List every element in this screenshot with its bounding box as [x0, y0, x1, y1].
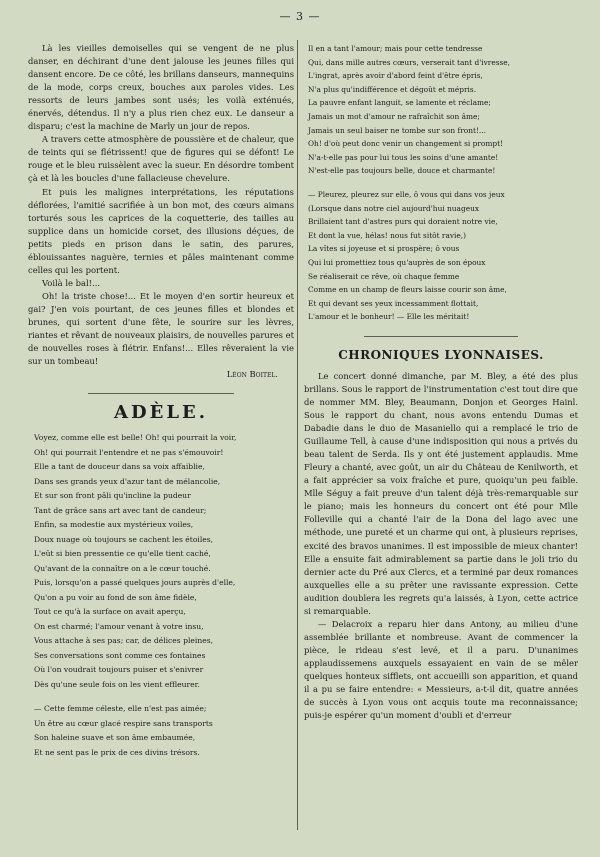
verse-line: N'est-elle pas toujours belle, douce et charmante!: [308, 166, 496, 176]
verse-line: Brillaient tant d'astres purs qui doraient notre vie,: [308, 217, 498, 227]
verse-line: Tout ce qu'à la surface on avait aperçu,: [34, 607, 186, 617]
divider: [364, 336, 518, 337]
prose-paragraph: Voilà le bal!...: [42, 277, 101, 288]
verse-line: Vous attache à ses pas; car, de délices pleines,: [34, 636, 214, 646]
verse-line: Jamais un seul baiser ne tombe sur son front!...: [308, 125, 486, 135]
verse-line: Où l'on voudrait toujours puiser et s'enivrer: [34, 665, 204, 675]
left-column: [28, 42, 294, 760]
verse-line: Comme en un champ de fleurs laisse courir son âme,: [308, 285, 507, 295]
poem-stanza: [28, 702, 294, 760]
verse-line: La vîtes si joyeuse et si prospère; ô vous: [308, 244, 460, 254]
right-column: [304, 42, 578, 722]
verse-line: — Cette femme céleste, elle n'est pas aimée;: [34, 704, 207, 714]
author-signature: Léon Boitel.: [226, 369, 278, 380]
verse-line: Un être au cœur glacé respire sans transports: [34, 718, 213, 728]
prose-paragraph: — Delacroix a reparu hier dans Antony, au milieu d'une assemblée brillante et nombreuse. Avant de commencer la pièce, le rideau s'est levé, et il a paru. D'unanimes applaudissemens auxquels essayaient en vain de se mêler quelques honteux sifflets, ont accueilli son apparition, et quand il a pu se faire entendre: « Messieurs, a-t-il dit, quatre années de succès à Lyon vous ont acquis toute ma reconnaissance; puis-je espérer qu'un moment d'oubli et d'erreur: [304, 618, 578, 721]
verse-line: Et sur son front pâli qu'incline la pudeur: [34, 491, 191, 501]
prose-paragraph: A travers cette atmosphère de poussière et de chaleur, que de teints qui se flétrissent! que de figures qui se défont! Le rouge et le bleu ruissèlent avec la sueur. En désordre tombent çà et là les boucles d'une fallacieuse chevelure.: [28, 134, 294, 184]
verse-line: Oh! qui pourrait l'entendre et ne pas s'émouvoir!: [34, 447, 224, 457]
divider: [88, 393, 234, 394]
verse-line: Qui lui promettiez tous qu'auprès de son époux: [308, 257, 486, 267]
verse-line: N'a-t-elle pas pour lui tous les soins d'une amante!: [308, 152, 499, 162]
verse-line: Et qui devant ses yeux incessamment flottait,: [308, 298, 479, 308]
verse-line: — Pleurez, pleurez sur elle, ô vous qui dans vos jeux: [308, 189, 505, 199]
verse-line: Qu'avant de la connaître on a le cœur touché.: [34, 563, 211, 573]
poem-continuation: [304, 188, 578, 324]
verse-line: Il en a tant l'amour; mais pour cette tendresse: [308, 44, 483, 53]
verse-line: On est charmé; l'amour venant à votre insu,: [34, 621, 204, 631]
verse-line: N'a plus qu'indifférence et dégoût et mépris.: [308, 84, 477, 94]
prose-paragraph: Et puis les malignes interprétations, les réputations déflorées, l'amitié sacrifiée à un bon mot, des cœurs aimans torturés sous les caprices de la coquetterie, des tailles au supplice dans un homicide corset, des illusions déçues, de petits pieds en prison dans le satin, des parures, éblouissantes naguère, ternies et pâles maintenant comme celles qui les portent.: [28, 186, 294, 275]
verse-line: Et dont la vue, hélas! nous fut sitôt ravie,): [308, 230, 467, 240]
verse-line: Elle a tant de douceur dans sa voix affaiblie,: [34, 462, 205, 472]
poem-title: ADÈLE.: [114, 402, 208, 424]
prose-paragraph: Là les vieilles demoiselles qui se vengent de ne plus danser, en déchirant d'une dent jalouse les jeunes filles qui dansent encore. De ce côté, les brillans danseurs, mannequins de la mode, corps creux, bouches aux paroles vides. Les ressorts de leurs jambes sont usés; les voilà exténués, énervés, détendus. Il n'y a plus rien chez eux. Le danseur a disparu; c'est la machine de Marly un jour de repos.: [28, 43, 294, 132]
verse-line: Voyez, comme elle est belle! Oh! qui pourrait la voir,: [34, 433, 237, 443]
verse-line: Enfin, sa modestie aux mystérieux voiles,: [34, 520, 194, 530]
verse-line: (Lorsque dans notre ciel aujourd'hui nuageux: [308, 203, 479, 213]
prose-paragraph: Le concert donné dimanche, par M. Bley, a été des plus brillans. Sous le rapport de l'instrumentation c'est tout dire que de nommer MM. Bley, Beaumann, Donjon et Georges Hainl. Sous le rapport du chant, nous avons entendu Dumas et Dabadie dans le duo de Masaniello qui a remplacé le trio de Guillaume Tell, à cause d'une indisposition qui nous a privés du beau talent de Serda. Ils y ont été justement applaudis. Mme Fleury a chanté, avec goût, un air du Château de Kenilworth, et a fait apprécier sa voix fraîche et pure, quoiqu'un peu faible. Mlle Séguy a fait preuve d'un talent déjà très-remarquable sur le piano; mais les honneurs du concert ont été pour Mlle Folleville qui a chanté l'air de la Dona del lago avec une méthode, une pureté et un charme qui ont, à plusieurs reprises, excité des bravos unanimes. Il est impossible de mieux chanter! Elle a ensuite fait admirablement sa partie dans le joli trio du dernier acte du Pré aux Clercs, et a terminé par deux romances auxquelles elle a su prêter une ravissante expression. Cette audition doublera les regrets qu'a laissés, à Lyon, cette actrice si remarquable.: [304, 370, 578, 616]
verse-line: Tant de grâce sans art avec tant de candeur;: [34, 505, 207, 515]
verse-line: Doux nuage où toujours se cachent les étoiles,: [34, 534, 214, 544]
verse-line: L'ingrat, après avoir d'abord feint d'être épris,: [308, 71, 483, 81]
verse-line: Qui, dans mille autres cœurs, verserait tant d'ivresse,: [308, 57, 511, 67]
verse-line: Son haleine suave et son âme embaumée,: [34, 733, 196, 743]
verse-line: Oh! d'où peut donc venir un changement si prompt!: [308, 139, 504, 149]
verse-line: L'eût si bien pressentie ce qu'elle tient caché,: [34, 549, 211, 559]
verse-line: Jamais un mot d'amour ne rafraîchit son âme;: [308, 111, 480, 121]
verse-line: Se réaliserait ce rêve, où chaque femme: [308, 271, 460, 281]
verse-line: L'amour et le bonheur! — Elle les méritait!: [308, 312, 470, 322]
prose-paragraph: Oh! la triste chose!... Et le moyen d'en sortir heureux et gai? J'en vois pourtant, de ces jeunes filles et blondes et brunes, qui sortent d'une fête, le sourire sur les lèvres, riantes et rêvant de nouveaux plaisirs, de nouvelles parures et de nouvelles roses à flétrir. Enfans!... Elles rêveraient la vie sur un tombeau!: [28, 290, 294, 367]
verse-line: Puis, lorsqu'on a passé quelques jours auprès d'elle,: [34, 578, 236, 588]
verse-line: Qu'on a pu voir au fond de son âme fidèle,: [34, 592, 197, 602]
section-title: CHRONIQUES LYONNAISES.: [338, 347, 544, 362]
verse-line: Et ne sent pas le prix de ces divins trésors.: [34, 747, 200, 757]
verse-line: La pauvre enfant languit, se lamente et réclame;: [308, 98, 491, 108]
page-number: — 3 —: [279, 10, 321, 23]
column-divider: [297, 40, 298, 830]
poem-continuation: [304, 42, 578, 178]
verse-line: Dans ses grands yeux d'azur tant de mélancolie,: [34, 476, 221, 486]
poem-stanza: [28, 431, 294, 692]
verse-line: Ses conversations sont comme ces fontaines: [34, 650, 206, 660]
verse-line: Dès qu'une seule fois on les vient effleurer.: [34, 679, 200, 689]
